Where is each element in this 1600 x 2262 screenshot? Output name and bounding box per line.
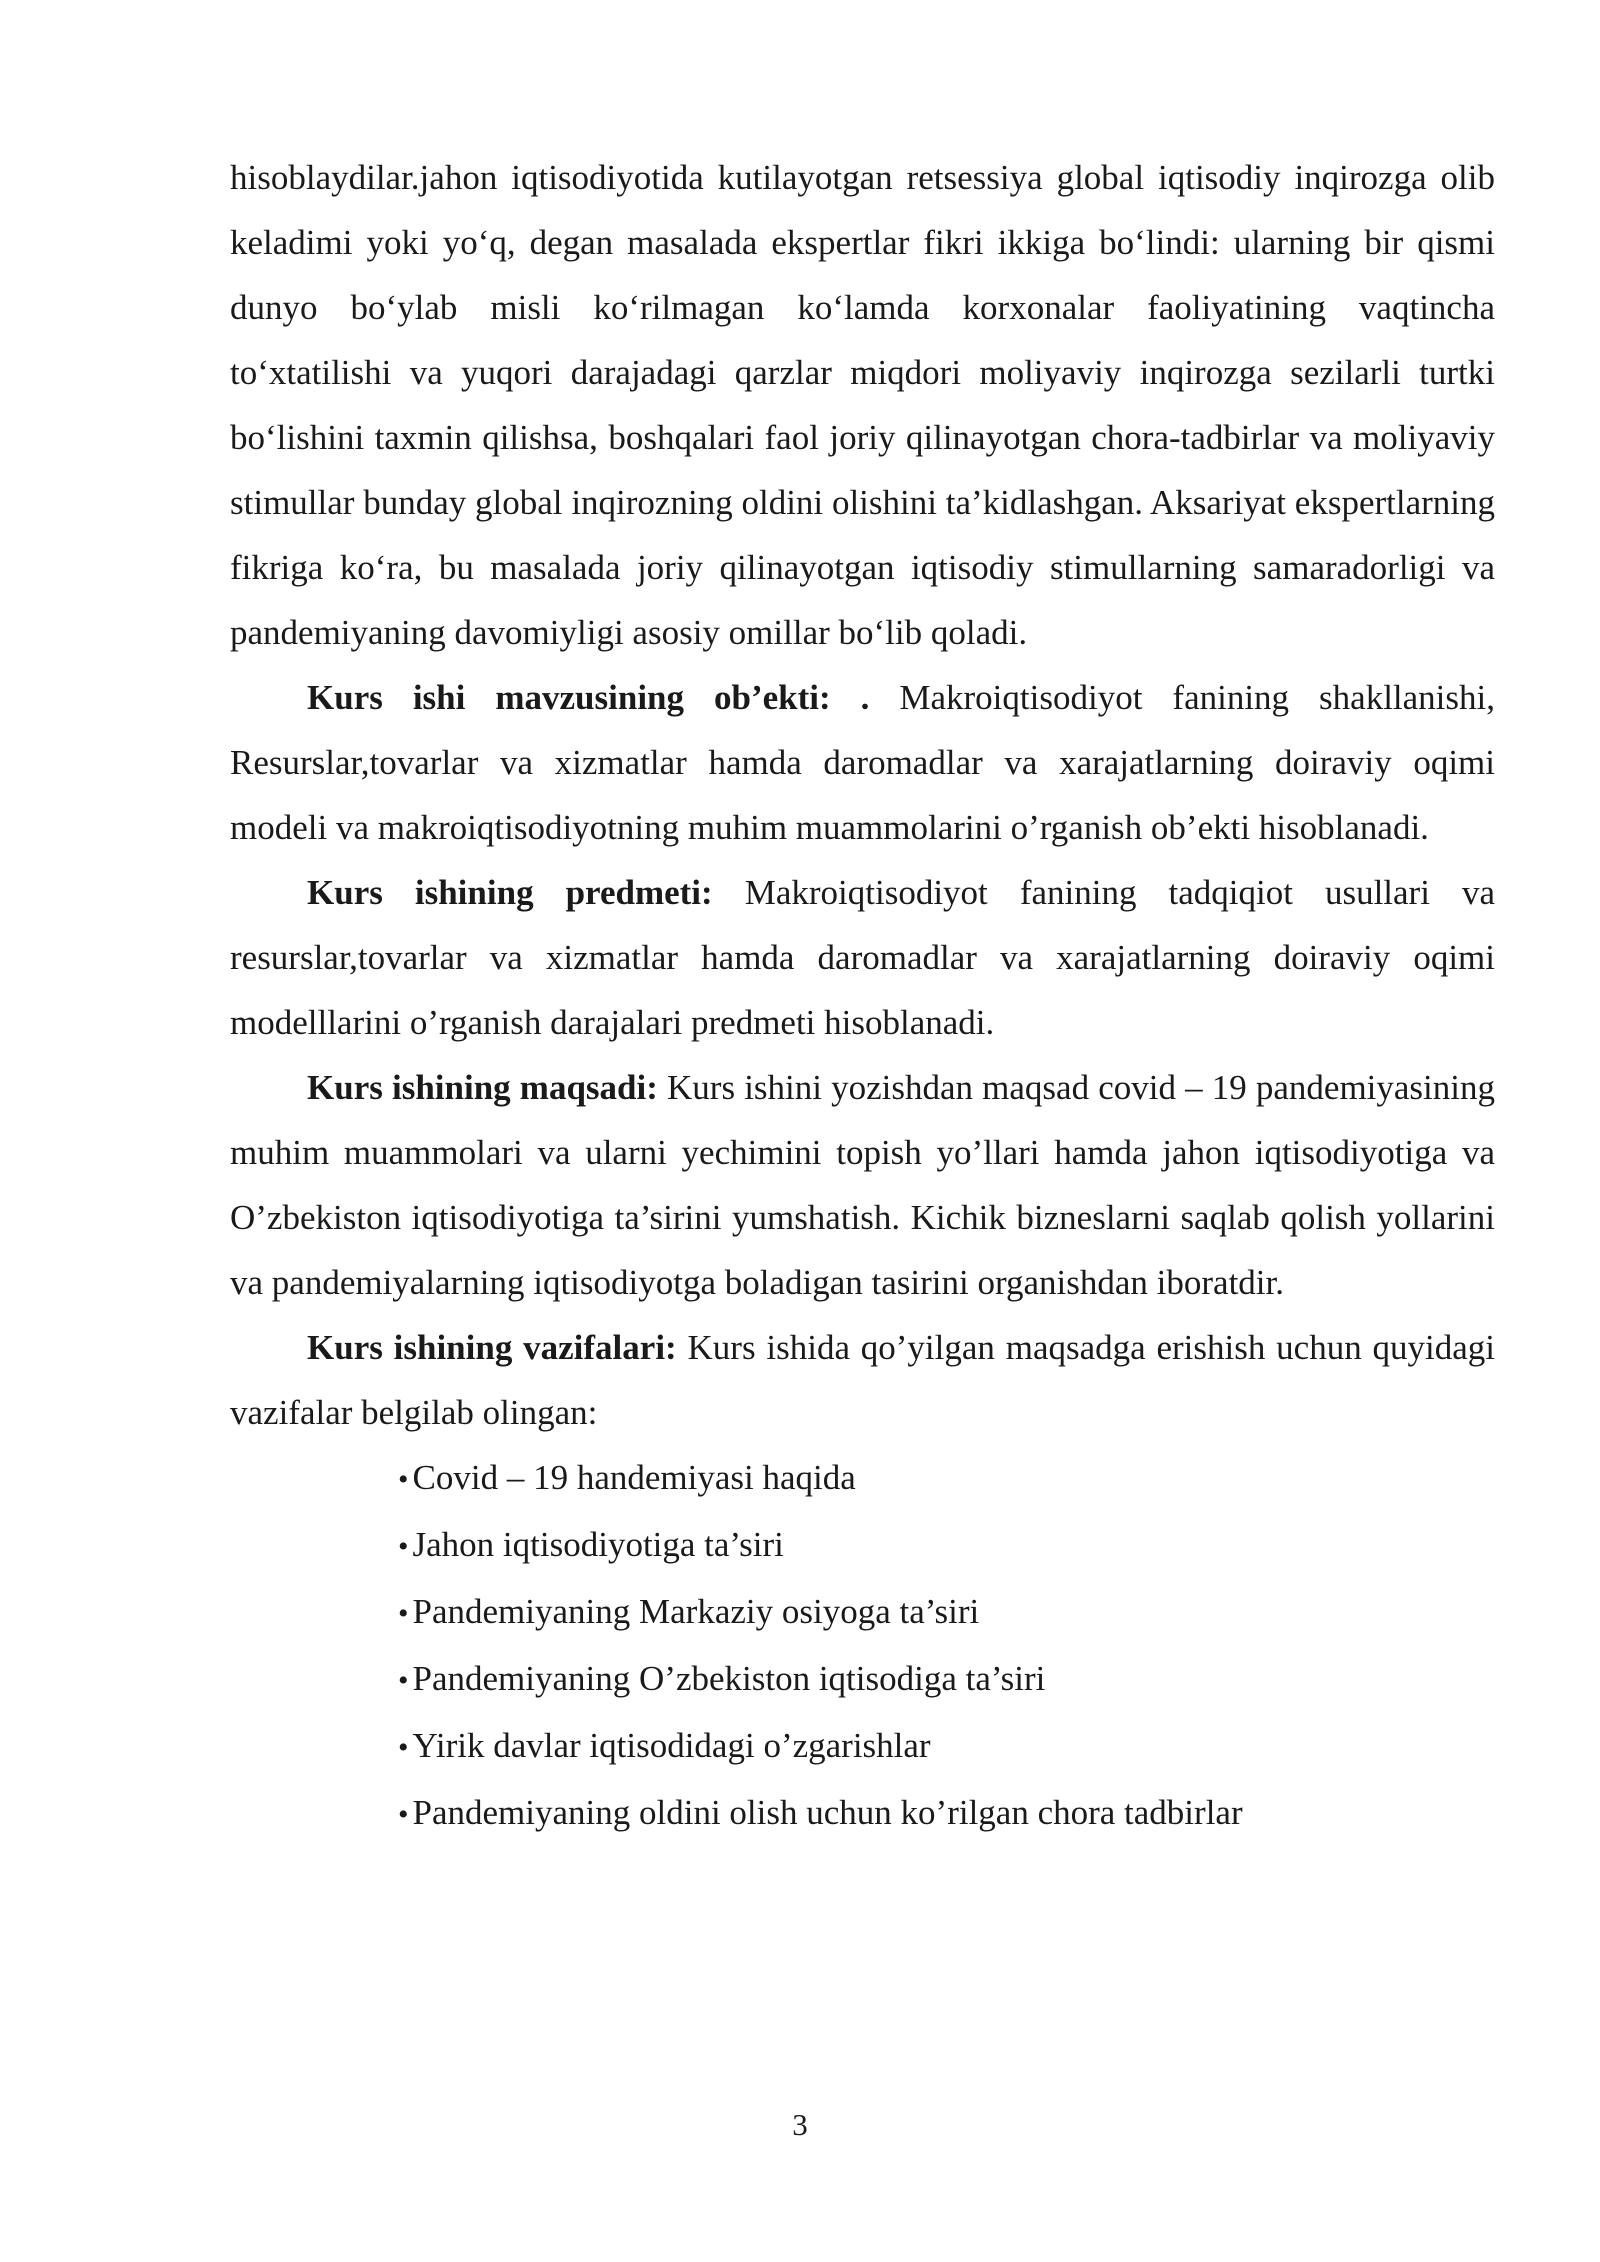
subject-paragraph [230,860,1495,1055]
tasks-paragraph [230,1315,1495,1445]
bullet-icon: • [398,1597,409,1630]
list-item-text: Pandemiyaning O’zbekiston iqtisodiga ta’siri [412,1659,1046,1698]
object-text: Makroiqtisodiyot fanining shakllanishi, Resurslar,tovarlar va xizmatlar hamda daromadlar va xarajatlarning doiraviy oqimi modeli va makroiqtisodiyotning muhim muammolarini o’rganish ob’ekti hisoblanadi. [230,678,1495,847]
bullet-icon: • [398,1463,409,1496]
tasks-list [230,1445,1495,1847]
goal-heading: Kurs ishining maqsadi: [307,1068,658,1107]
goal-text: Kurs ishini yozishdan maqsad covid – 19 pandemiyasining muhim muammolari va ularni yechimini topish yo’llari hamda jahon iqtisodiyotiga va O’zbekiston iqtisodiyotiga ta’sirini yumshatish. Kichik bizneslarni saqlab qolish yollarini va pandemiyalarning iqtisodiyotga boladigan tasirini organishdan iboratdir. [230,1068,1495,1302]
list-item [398,1780,1495,1847]
intro-paragraph: hisoblaydilar.jahon iqtisodiyotida kutilayotgan retsessiya global iqtisodiy inqirozga olib keladimi yoki yo‘q, degan masalada ekspertlar fikri ikkiga bo‘lindi: ularning bir qismi dunyo bo‘ylab misli ko‘rilmagan ko‘lamda korxonalar faoliyatining vaqtincha to‘xtatilishi va yuqori darajadagi qarzlar miqdori moliyaviy inqirozga sezilarli turtki bo‘lishini taxmin qilishsa, boshqalari faol joriy qilinayotgan chora-tadbirlar va moliyaviy stimullar bunday global inqirozning oldini olishini ta’kidlashgan. Aksariyat ekspertlarning fikriga ko‘ra, bu masalada joriy qilinayotgan iqtisodiy stimullarning samaradorligi va pandemiyaning davomiyligi asosiy omillar bo‘lib qoladi. [230,158,1495,652]
list-item-text: Yirik davlar iqtisodidagi o’zgarishlar [412,1726,931,1765]
page-content [230,145,1495,1847]
bullet-icon: • [398,1798,409,1831]
subject-text: Makroiqtisodiyot fanining tadqiqiot usullari va resurslar,tovarlar va xizmatlar hamda daromadlar va xarajatlarning doiraviy oqimi modelllarini o’rganish darajalari predmeti hisoblanadi. [230,873,1495,1042]
object-heading: Kurs ishi mavzusining ob’ekti: . [307,678,870,717]
subject-heading: Kurs ishining predmeti: [307,873,713,912]
bullet-icon: • [398,1530,409,1563]
page-number: 3 [792,2107,808,2142]
goal-paragraph [230,1055,1495,1315]
list-item-text: Jahon iqtisodiyotiga ta’siri [412,1525,784,1564]
list-item [398,1445,1495,1512]
list-item [398,1713,1495,1780]
list-item [398,1579,1495,1646]
list-item-text: Covid – 19 handemiyasi haqida [412,1458,856,1497]
list-item-text: Pandemiyaning Markaziy osiyoga ta’siri [412,1592,980,1631]
tasks-text: Kurs ishida qo’yilgan maqsadga erishish uchun quyidagi vazifalar belgilab olingan: [230,1328,1495,1432]
tasks-heading: Kurs ishining vazifalari: [307,1328,677,1367]
bullet-icon: • [398,1664,409,1697]
bullet-icon: • [398,1731,409,1764]
list-item [398,1512,1495,1579]
object-paragraph [230,665,1495,860]
list-item-text: Pandemiyaning oldini olish uchun ko’rilgan chora tadbirlar [412,1793,1243,1832]
list-item [398,1646,1495,1713]
